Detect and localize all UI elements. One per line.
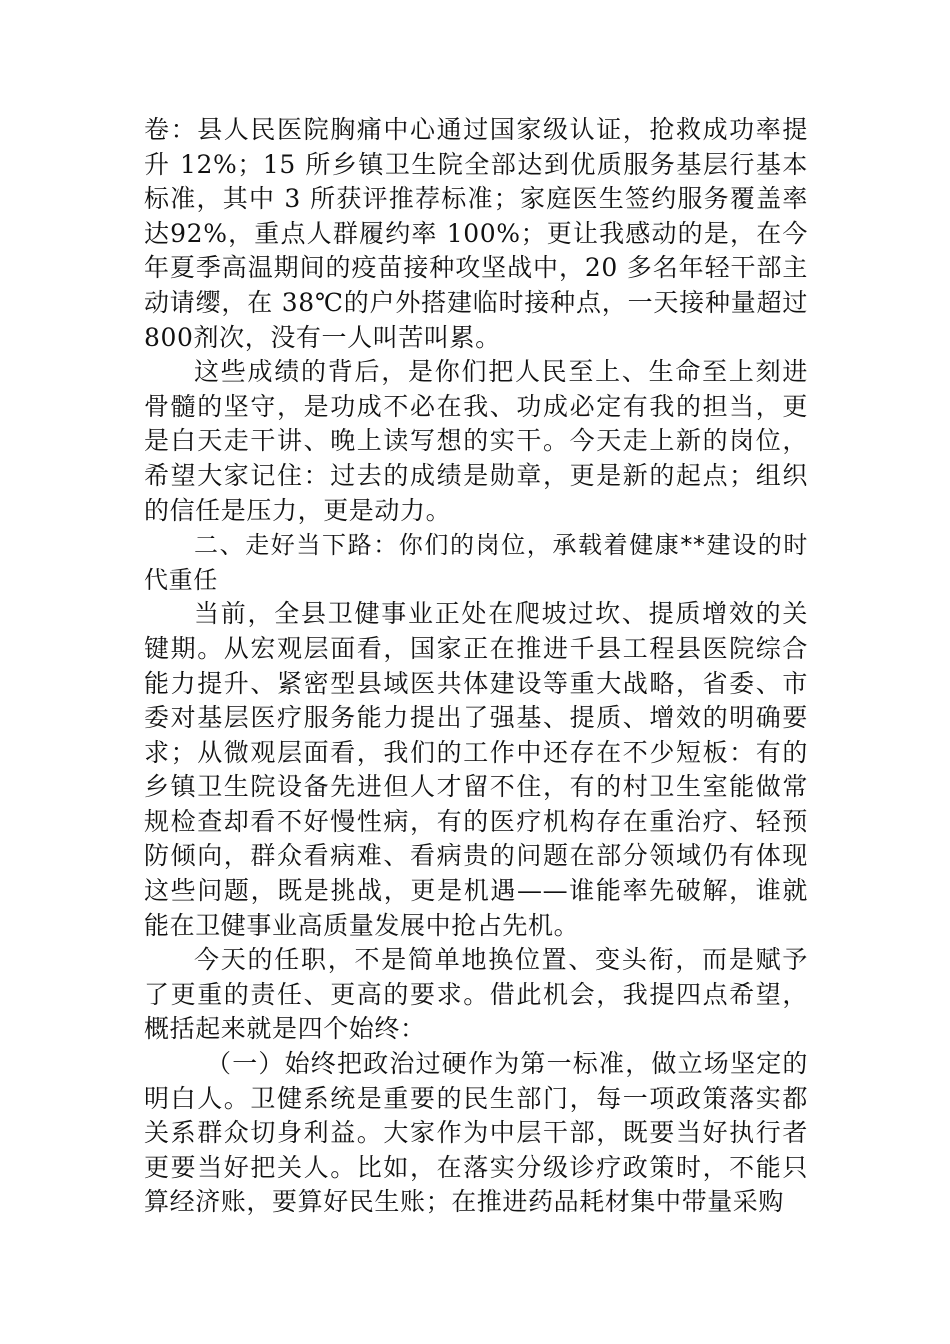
paragraph-point-one: （一）始终把政治过硬作为第一标准，做立场坚定的明白人。卫健系统是重要的民生部门，每一项政策落实都关系群众切身利益。大家作为中层干部，既要当好执行者更要当好把关人。比如，在落实分级诊疗政策时，不能只算经济账，要算好民生账；在推进药品耗材集中带量采购: [144, 1049, 808, 1217]
paragraph-current-situation: 当前，全县卫健事业正处在爬坡过坎、提质增效的关键期。从宏观层面看，国家正在推进千县工程县医院综合能力提升、紧密型县域医共体建设等重大战略，省委、市委对基层医疗服务能力提出了强基、提质、增效的明确要求；从微观层面看，我们的工作中还存在不少短板：有的乡镇卫生院设备先进但人才留不住，有的村卫生室能做常规检查却看不好慢性病，有的医疗机构存在重治疗、轻预防倾向，群众看病难、看病贵的问题在部分领域仍有体现这些问题，既是挑战，更是机遇——谁能率先破解，谁就能在卫健事业高质量发展中抢占先机。: [144, 599, 808, 940]
paragraph-achievements: 卷：县人民医院胸痛中心通过国家级认证，抢救成功率提升 12%；15 所乡镇卫生院全部达到优质服务基层行基本标准，其中 3 所获评推荐标准；家庭医生签约服务覆盖率达92%，重点人群履约率 100%；更让我感动的是，在今年夏季高温期间的疫苗接种攻坚战中，20 多名年轻干部主动请缨，在 38℃的户外搭建临时接种点，一天接种量超过 800剂次，没有一人叫苦叫累。: [144, 115, 808, 352]
paragraph-behind-achievements: 这些成绩的背后，是你们把人民至上、生命至上刻进骨髓的坚守，是功成不必在我、功成必定有我的担当，更是白天走干讲、晚上读写想的实干。今天走上新的岗位，希望大家记住：过去的成绩是勋章，更是新的起点；组织的信任是压力，更是动力。: [144, 357, 808, 525]
document-body: [144, 113, 808, 1220]
paragraph-four-hopes: 今天的任职，不是简单地换位置、变头衔，而是赋予了更重的责任、更高的要求。借此机会，我提四点希望，概括起来就是四个始终：: [144, 945, 808, 1044]
section-heading-two: 二、走好当下路：你们的岗位，承载着健康**建设的时代重任: [144, 531, 808, 594]
